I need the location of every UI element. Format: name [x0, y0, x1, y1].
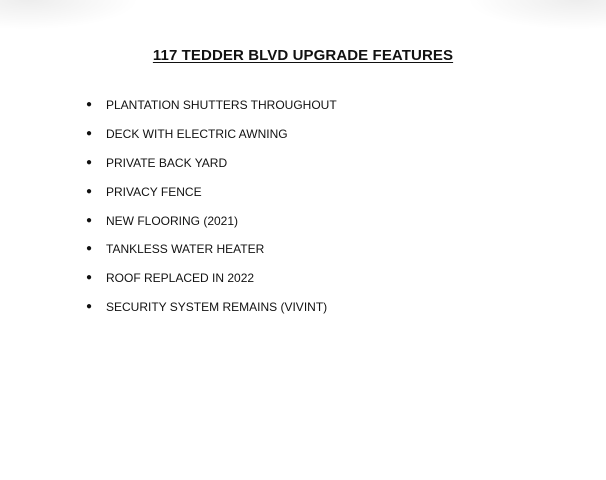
feature-text: SECURITY SYSTEM REMAINS (VIVINT) [106, 300, 328, 315]
bullet-icon: ● [86, 243, 93, 255]
feature-text: NEW FLOORING (2021) [106, 213, 239, 228]
document-title: 117 TEDDER BLVD UPGRADE FEATURES [152, 47, 454, 64]
bullet-icon: ● [86, 127, 93, 139]
feature-text: PRIVATE BACK YARD [106, 155, 228, 170]
page-corner-shadow-left [0, 0, 140, 30]
bullet-icon: ● [86, 214, 93, 226]
feature-text: ROOF REPLACED IN 2022 [106, 271, 255, 286]
feature-text: PRIVACY FENCE [106, 184, 202, 199]
feature-text: PLANTATION SHUTTERS THROUGHOUT [106, 98, 337, 112]
page-corner-shadow-right [466, 0, 606, 30]
feature-text: TANKLESS WATER HEATER [106, 242, 265, 257]
bullet-icon: ● [86, 156, 93, 168]
bullet-icon: ● [86, 185, 93, 197]
feature-text: DECK WITH ELECTRIC AWNING [106, 126, 288, 141]
bullet-icon: ● [86, 272, 93, 284]
bullet-icon: ● [86, 99, 93, 110]
bullet-icon: ● [86, 301, 93, 313]
